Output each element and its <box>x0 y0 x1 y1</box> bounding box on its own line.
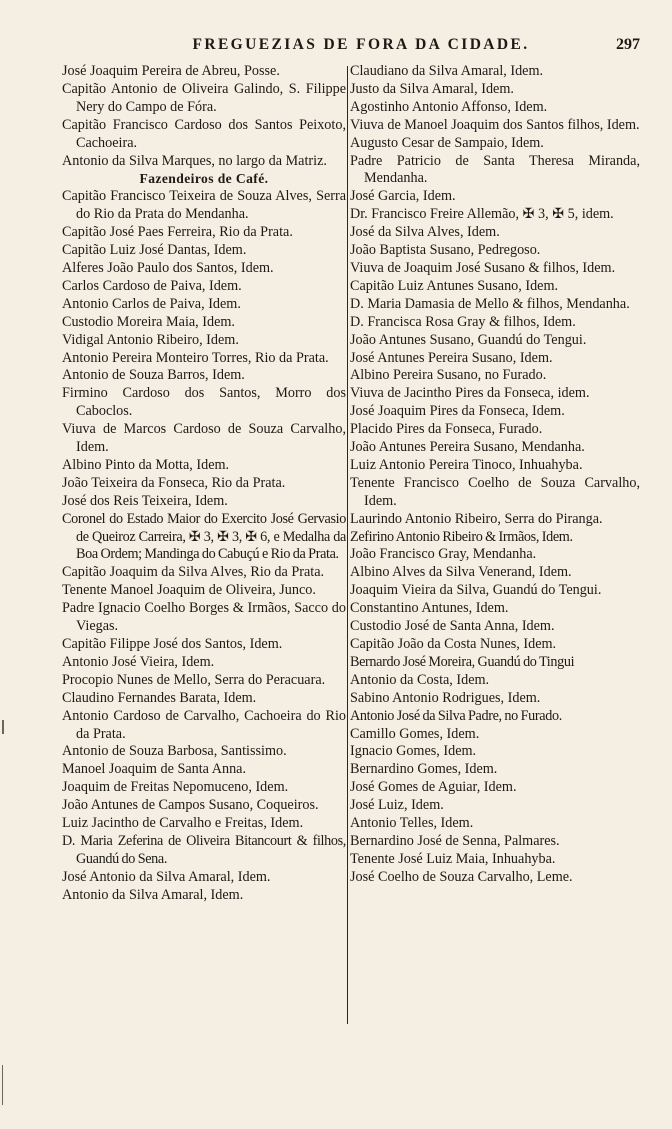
right-column-entry: José Antunes Pereira Susano, Idem. <box>350 349 553 366</box>
right-column-entry: Claudiano da Silva Amaral, Idem. <box>350 63 544 79</box>
right-column-entry: Tenente Francisco Coelho de Souza Carvalho, Idem. <box>350 474 640 509</box>
left-column-entry: Antonio da Silva Amaral, Idem. <box>62 886 244 903</box>
left-column-entry: João Teixeira da Fonseca, Rio da Prata. <box>62 474 286 491</box>
left-column-entry: Antonio da Silva Marques, no largo da Matriz. <box>62 152 327 169</box>
left-column-entry: Alferes João Paulo dos Santos, Idem. <box>62 259 274 276</box>
left-column-entry: João Antunes de Campos Susano, Coqueiros. <box>62 797 319 814</box>
right-column-entry: Antonio da Costa, Idem. <box>350 671 490 688</box>
left-column <box>62 63 346 905</box>
left-column-entry: Viuva de Marcos Cardoso de Souza Carvalho, Idem. <box>62 421 346 456</box>
right-column-entry: Bernardino Gomes, Idem. <box>350 761 498 778</box>
right-column-entry: Tenente José Luiz Maia, Inhuahyba. <box>350 850 556 867</box>
left-column-entry: Antonio de Souza Barbosa, Santissimo. <box>62 743 287 760</box>
right-column-entry: Constantino Antunes, Idem. <box>350 600 509 617</box>
left-column-entry: Capitão Luiz José Dantas, Idem. <box>62 242 247 259</box>
right-column-entry: Sabino Antonio Rodrigues, Idem. <box>350 689 541 706</box>
left-column-entry: Custodio Moreira Maia, Idem. <box>62 313 235 330</box>
right-column-entry: Laurindo Antonio Ribeiro, Serra do Piranga. <box>350 510 603 527</box>
left-column-entry: Antonio de Souza Barros, Idem. <box>62 367 245 384</box>
right-column-entry: Justo da Silva Amaral, Idem. <box>350 80 514 97</box>
running-head <box>62 36 640 58</box>
left-column-entry: Manoel Joaquim de Santa Anna. <box>62 761 247 778</box>
right-column-entry: Augusto Cesar de Sampaio, Idem. <box>350 134 544 151</box>
column-divider <box>347 66 348 1024</box>
left-column-entry: Capitão Joaquim da Silva Alves, Rio da Prata. <box>62 564 325 581</box>
right-column-entry: Viuva de Jacintho Pires da Fonseca, idem. <box>350 385 590 402</box>
right-column <box>350 63 640 887</box>
right-column-entry: João Francisco Gray, Mendanha. <box>350 546 537 563</box>
right-column-entry: Capitão Luiz Antunes Susano, Idem. <box>350 277 559 294</box>
right-column-entry: Luiz Antonio Pereira Tinoco, Inhuahyba. <box>350 456 583 473</box>
left-column-entry: Albino Pinto da Motta, Idem. <box>62 456 230 473</box>
page-number: 297 <box>616 36 640 53</box>
right-column-entry: Bernardo José Moreira, Guandú do Tingui <box>350 653 575 670</box>
margin-mark <box>2 720 4 734</box>
right-column-entry: Viuva de Joaquim José Susano & filhos, Idem. <box>350 259 616 276</box>
right-column-entry: João Antunes Pereira Susano, Mendanha. <box>350 439 585 456</box>
left-column-entry: Capitão Francisco Cardoso dos Santos Peixoto, Cachoeira. <box>62 116 346 151</box>
right-column-entry: Placido Pires da Fonseca, Furado. <box>350 421 543 438</box>
left-column-entry: Capitão Francisco Teixeira de Souza Alves, Serra do Rio da Prata do Mendanha. <box>62 188 346 223</box>
left-column-entry: Claudino Fernandes Barata, Idem. <box>62 689 257 706</box>
right-column-entry: João Antunes Susano, Guandú do Tengui. <box>350 331 587 348</box>
right-column-entry: D. Francisca Rosa Gray & filhos, Idem. <box>350 313 576 330</box>
right-column-entry: José Garcia, Idem. <box>350 188 456 205</box>
left-column-entry: Tenente Manoel Joaquim de Oliveira, Junco. <box>62 582 316 599</box>
left-column-entry: Joaquim de Freitas Nepomuceno, Idem. <box>62 779 289 796</box>
left-column-entry: Firmino Cardoso dos Santos, Morro dos Caboclos. <box>62 385 346 420</box>
left-column-entry: José Antonio da Silva Amaral, Idem. <box>62 868 271 885</box>
left-column-entry: Capitão José Paes Ferreira, Rio da Prata. <box>62 224 293 241</box>
right-column-entry: Custodio José de Santa Anna, Idem. <box>350 618 555 635</box>
right-column-entry: Padre Patricio de Santa Theresa Miranda, Mendanha. <box>350 152 640 187</box>
left-column-entry: Antonio Cardoso de Carvalho, Cachoeira do Rio da Prata. <box>62 707 346 742</box>
right-column-entry: Antonio Telles, Idem. <box>350 815 474 832</box>
right-column-entry: Joaquim Vieira da Silva, Guandú do Tengui. <box>350 582 602 599</box>
left-column-entry: Luiz Jacintho de Carvalho e Freitas, Idem. <box>62 815 304 832</box>
left-column-entry: Capitão Antonio de Oliveira Galindo, S. Filippe Nery do Campo de Fóra. <box>62 80 346 115</box>
left-column-entry: Procopio Nunes de Mello, Serra do Peracuara. <box>62 671 326 688</box>
right-column-entry: D. Maria Damasia de Mello & filhos, Mendanha. <box>350 295 630 312</box>
left-column-entry: Antonio José Vieira, Idem. <box>62 653 215 670</box>
right-column-entry: José Coelho de Souza Carvalho, Leme. <box>350 868 573 885</box>
left-column-entry: Capitão Filippe José dos Santos, Idem. <box>62 636 283 652</box>
right-column-entry: Ignacio Gomes, Idem. <box>350 743 477 760</box>
left-column-entry: Vidigal Antonio Ribeiro, Idem. <box>62 331 239 348</box>
section-heading: Fazendeiros de Café. <box>139 171 269 187</box>
right-column-entry: José Gomes de Aguiar, Idem. <box>350 779 517 796</box>
right-column-entry: José Luiz, Idem. <box>350 797 444 814</box>
left-column-entry: José dos Reis Teixeira, Idem. <box>62 492 228 509</box>
right-column-entry: José da Silva Alves, Idem. <box>350 224 500 241</box>
right-column-entry: Agostinho Antonio Affonso, Idem. <box>350 98 548 115</box>
right-column-entry: Albino Alves da Silva Venerand, Idem. <box>350 564 572 581</box>
right-column-entry: Bernardino José de Senna, Palmares. <box>350 832 560 849</box>
right-column-entry: José Joaquim Pires da Fonseca, Idem. <box>350 403 565 420</box>
right-column-entry: Viuva de Manoel Joaquim dos Santos filhos, Idem. <box>350 116 640 133</box>
right-column-entry: João Baptista Susano, Pedregoso. <box>350 242 541 259</box>
right-column-entry: Dr. Francisco Freire Allemão, ✠ 3, ✠ 5, idem. <box>350 206 614 223</box>
margin-mark <box>2 1065 3 1105</box>
page-title: FREGUEZIAS DE FORA DA CIDADE. <box>192 36 530 53</box>
left-column-entry: Antonio Carlos de Paiva, Idem. <box>62 295 241 312</box>
left-column-entry: D. Maria Zeferina de Oliveira Bitancourt & filhos, Guandú do Sena. <box>62 832 346 867</box>
left-column-entry: Carlos Cardoso de Paiva, Idem. <box>62 277 242 294</box>
right-column-entry: Capitão João da Costa Nunes, Idem. <box>350 636 557 652</box>
right-column-entry: Zefirino Antonio Ribeiro & Irmãos, Idem. <box>350 528 573 545</box>
right-column-entry: Albino Pereira Susano, no Furado. <box>350 367 547 384</box>
left-column-entry: Coronel do Estado Maior do Exercito José Gervasio de Queiroz Carreira, ✠ 3, ✠ 3, ✠ 6, e Medalha da Boa Ordem; Mandinga do Cabuçú e Rio da Prata. <box>62 510 346 563</box>
left-column-entry: Antonio Pereira Monteiro Torres, Rio da Prata. <box>62 349 329 366</box>
right-column-entry: Antonio José da Silva Padre, no Furado. <box>350 707 562 724</box>
left-column-entry: José Joaquim Pereira de Abreu, Posse. <box>62 63 280 79</box>
right-column-entry: Camillo Gomes, Idem. <box>350 725 480 742</box>
left-column-entry: Padre Ignacio Coelho Borges & Irmãos, Sacco do Viegas. <box>62 600 346 635</box>
